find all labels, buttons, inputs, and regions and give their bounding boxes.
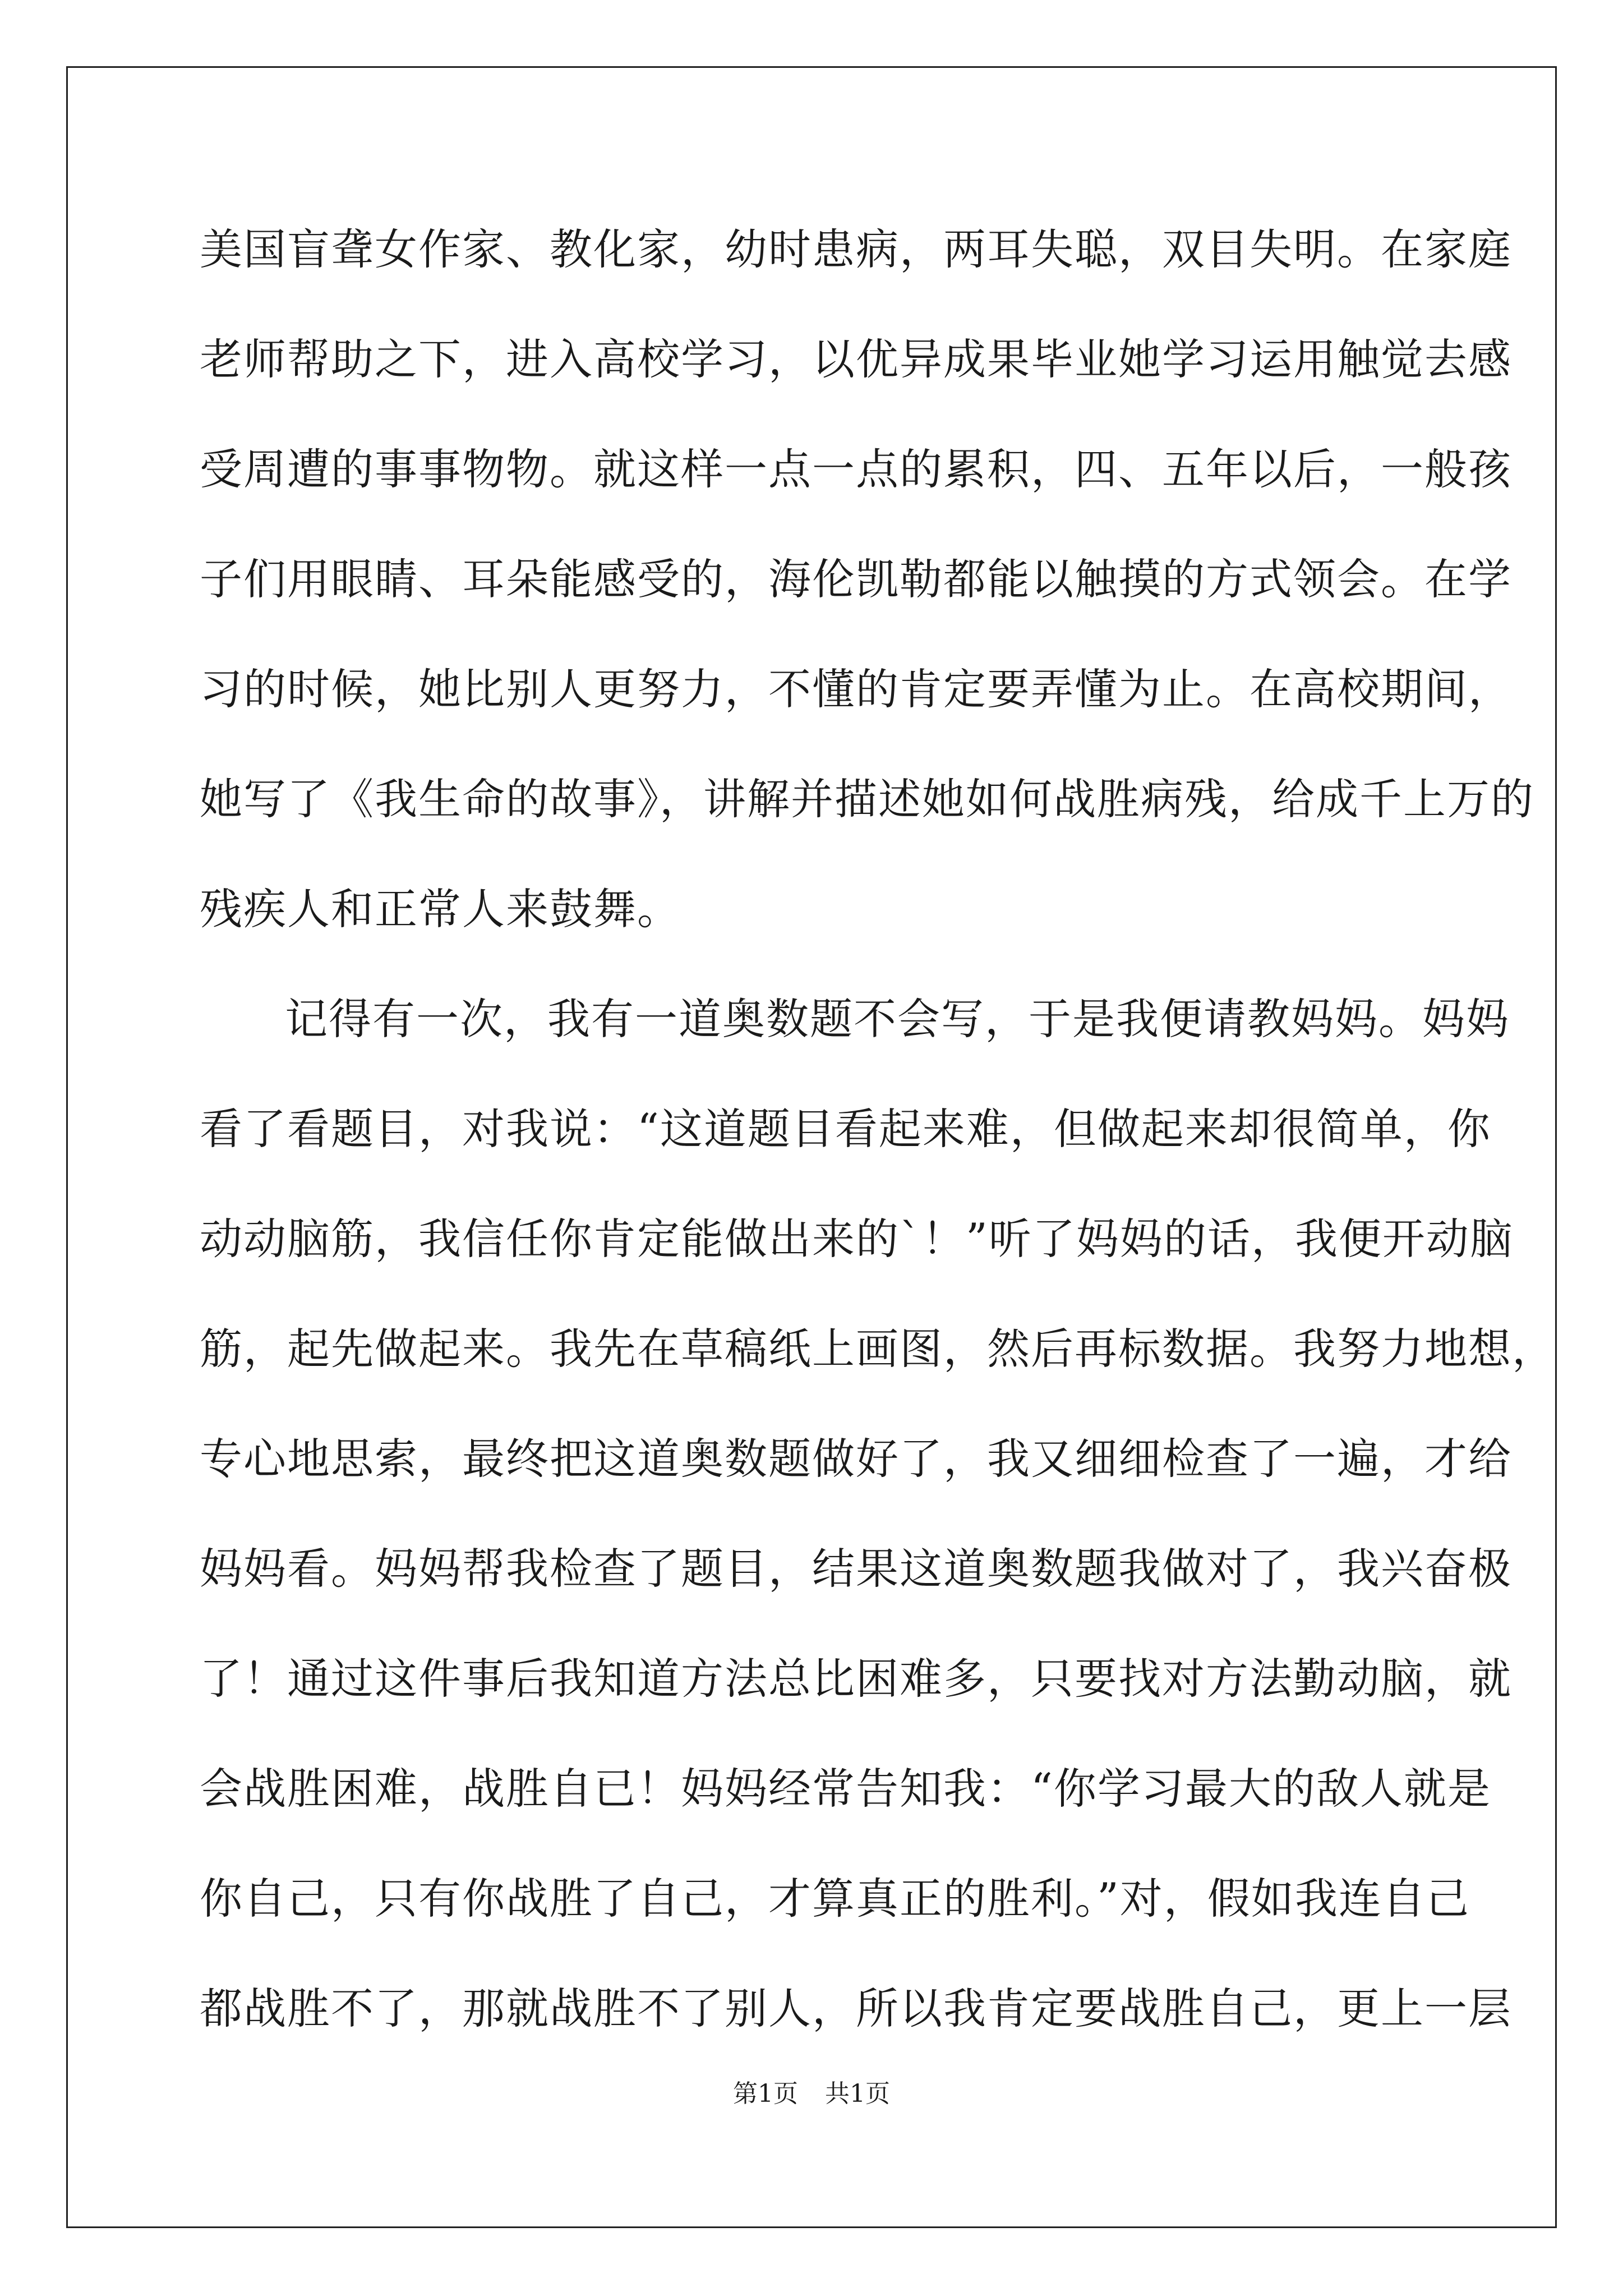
paragraph-line: 筋，起先做起来。我先在草稿纸上画图，然后再标数据。我努力地想，: [200, 1324, 1556, 1374]
paragraph-line: 美国盲聋女作家、教化家，幼时患病，两耳失聪，双目失明。在家庭: [200, 224, 1512, 274]
page-number-total: 共1页: [825, 2079, 890, 2108]
page-footer: [0, 2078, 1623, 2110]
page-number-current: 第1页: [733, 2079, 798, 2108]
paragraph-line: 老师帮助之下，进入高校学习，以优异成果毕业她学习运用触觉去感: [200, 334, 1512, 384]
paragraph-line: 看了看题目，对我说：“这道题目看起来难，但做起来却很简单，你: [200, 1104, 1491, 1154]
paragraph-line: 都战胜不了，那就战胜不了别人，所以我肯定要战胜自己，更上一层: [200, 1984, 1512, 2033]
document-body: [200, 224, 1556, 2093]
paragraph-line: 她写了《我生命的故事》，讲解并描述她如何战胜病残，给成千上万的: [200, 774, 1534, 824]
paragraph-line: 记得有一次，我有一道奥数题不会写，于是我便请教妈妈。妈妈: [285, 994, 1510, 1044]
paragraph-line: 习的时候，她比别人更努力，不懂的肯定要弄懂为止。在高校期间，: [200, 664, 1512, 714]
paragraph-line: 专心地思索，最终把这道奥数题做好了，我又细细检查了一遍，才给: [200, 1434, 1512, 1484]
paragraph-line: 了！通过这件事后我知道方法总比困难多，只要找对方法勤动脑，就: [200, 1654, 1512, 1704]
paragraph-line: 动动脑筋，我信任你肯定能做出来的`！”听了妈妈的话，我便开动脑: [200, 1214, 1514, 1264]
paragraph-line: 妈妈看。妈妈帮我检查了题目，结果这道奥数题我做对了，我兴奋极: [200, 1544, 1512, 1594]
paragraph-line: 残疾人和正常人来鼓舞。: [200, 884, 681, 934]
paragraph-line: 子们用眼睛、耳朵能感受的，海伦凯勒都能以触摸的方式领会。在学: [200, 554, 1512, 604]
paragraph-line: 会战胜困难，战胜自已！妈妈经常告知我：“你学习最大的敌人就是: [200, 1764, 1491, 1814]
paragraph-line: 受周遭的事事物物。就这样一点一点的累积，四、五年以后，一般孩: [200, 444, 1512, 494]
paragraph-line: 你自己，只有你战胜了自己，才算真正的胜利。”对，假如我连自己: [200, 1874, 1470, 1924]
